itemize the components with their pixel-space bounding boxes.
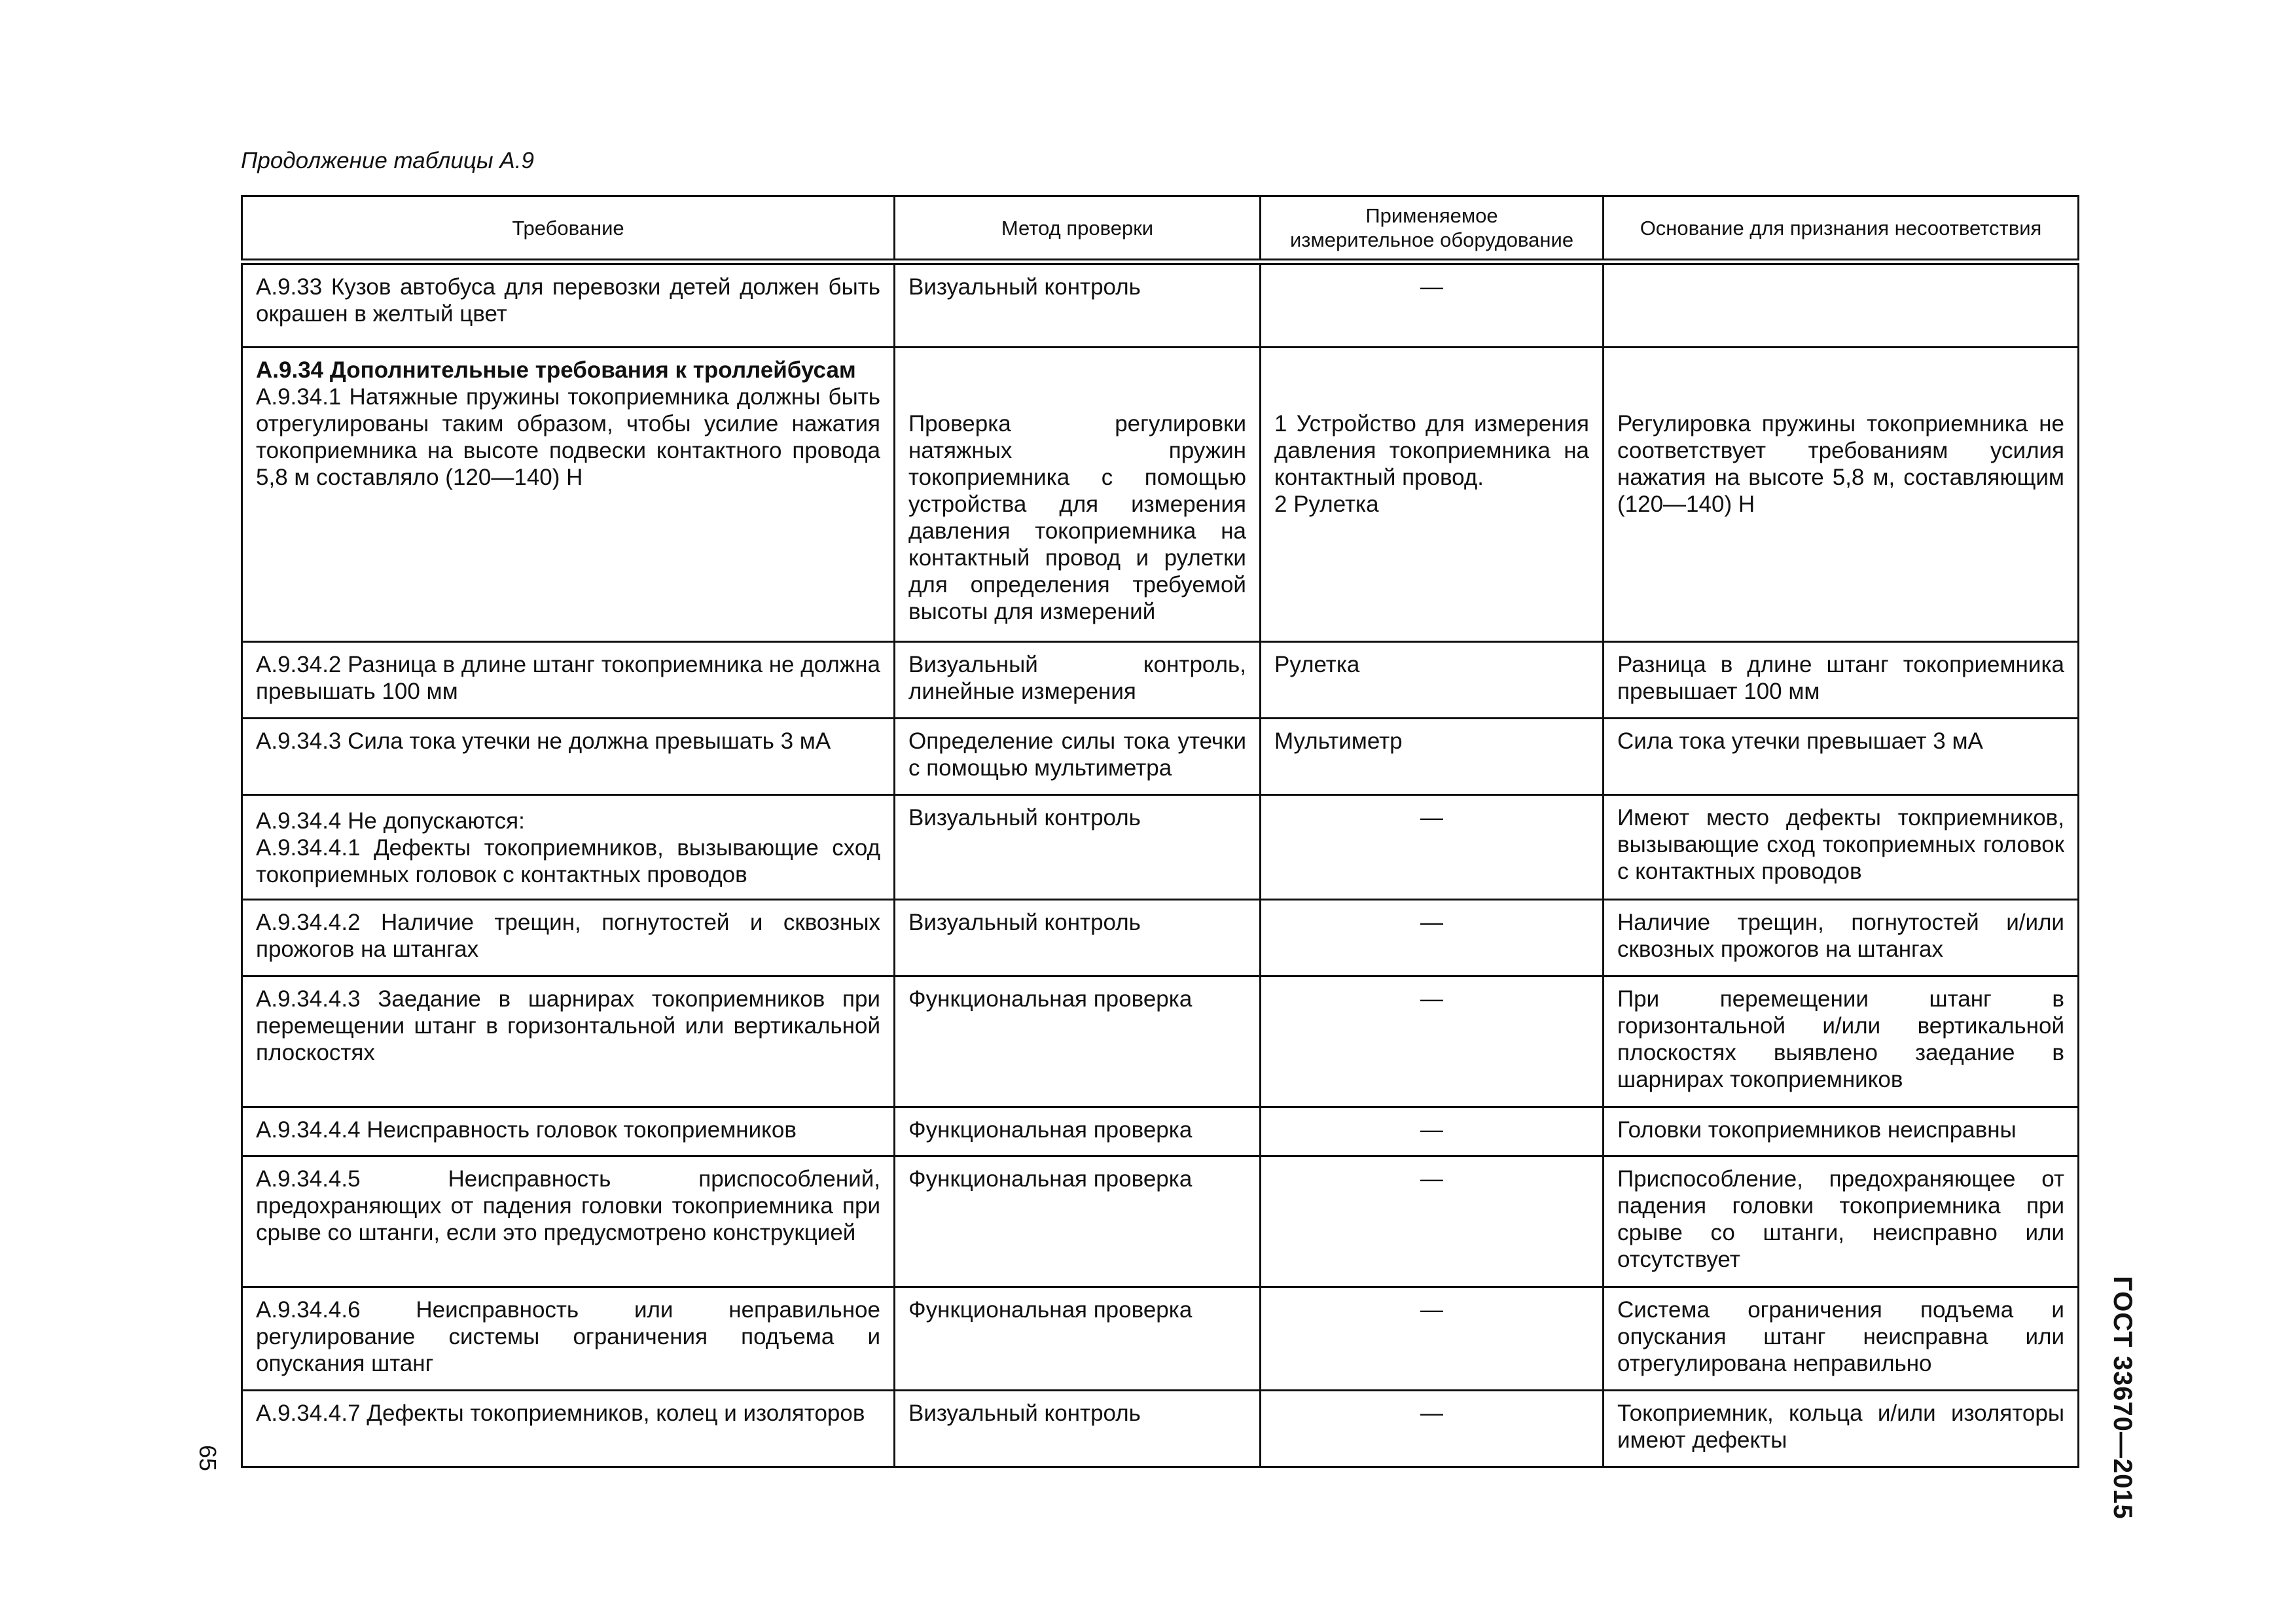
equipment-text: 1 Устройство для измерения давления токоприемника на контактный провод. xyxy=(1274,410,1589,490)
cell-requirement xyxy=(242,976,895,1107)
table-row xyxy=(242,1156,2079,1287)
requirement-text: А.9.34.4.5 Неисправность приспособлений, предохраняющих от падения головки токоприемника при срыве со штанги, если это предусмотрено конструкцией xyxy=(256,1166,880,1245)
cell-basis: Сила тока утечки превышает 3 мА xyxy=(1604,718,2079,794)
requirement-text: А.9.34.3 Сила тока утечки не должна превышать 3 мА xyxy=(256,728,831,754)
cell-equipment xyxy=(1261,794,1604,899)
cell-method: Визуальный контроль xyxy=(895,262,1261,347)
cell-basis: Разница в длине штанг токоприемника превышает 100 мм xyxy=(1604,641,2079,718)
cell-basis xyxy=(1604,262,2079,347)
header-equipment-line2: измерительное оборудование xyxy=(1289,228,1574,251)
requirement-text: А.9.34.4.2 Наличие трещин, погнутостей и сквозных прожогов на штангах xyxy=(256,909,880,962)
table-row xyxy=(242,718,2079,794)
cell-equipment xyxy=(1261,1107,1604,1156)
cell-method: Визуальный контроль xyxy=(895,899,1261,976)
cell-equipment xyxy=(1261,641,1604,718)
cell-equipment xyxy=(1261,1156,1604,1287)
requirement-text: А.9.34.4.1 Дефекты токоприемников, вызывающие сход токоприемных головок с контактных проводов xyxy=(256,834,880,887)
cell-equipment xyxy=(1261,1390,1604,1467)
table-header-row xyxy=(242,196,2079,262)
cell-equipment xyxy=(1261,262,1604,347)
header-equipment-line1: Применяемое xyxy=(1365,204,1498,227)
header-equipment xyxy=(1261,196,1604,262)
table-row xyxy=(242,1107,2079,1156)
cell-method: Функциональная проверка xyxy=(895,1156,1261,1287)
requirement-text: А.9.34.2 Разница в длине штанг токоприемника не должна превышать 100 мм xyxy=(256,651,880,704)
cell-method: Визуальный контроль xyxy=(895,1390,1261,1467)
equipment-text: — xyxy=(1420,274,1443,300)
page-number: 65 xyxy=(194,1445,221,1472)
equipment-text: 2 Рулетка xyxy=(1274,491,1379,517)
equipment-text: — xyxy=(1420,909,1443,935)
cell-requirement xyxy=(242,1287,895,1390)
cell-method: Функциональная проверка xyxy=(895,976,1261,1107)
table-row xyxy=(242,899,2079,976)
table-row xyxy=(242,976,2079,1107)
requirement-text: А.9.34.4.7 Дефекты токоприемников, колец и изоляторов xyxy=(256,1400,865,1426)
cell-requirement xyxy=(242,899,895,976)
table-row xyxy=(242,347,2079,641)
requirement-text: А.9.34.4.3 Заедание в шарнирах токоприемников при перемещении штанг в горизонтальной или вертикальной плоскостях xyxy=(256,986,880,1065)
section-heading: А.9.34 Дополнительные требования к троллейбусам xyxy=(256,357,856,383)
cell-requirement xyxy=(242,1390,895,1467)
equipment-text: — xyxy=(1420,1296,1443,1323)
header-basis: Основание для признания несоответствия xyxy=(1604,196,2079,262)
cell-basis: Приспособление, предохраняющее от падения головки токоприемника при срыве со штанги, неисправно или отсутствует xyxy=(1604,1156,2079,1287)
equipment-text: — xyxy=(1420,1400,1443,1426)
requirements-table xyxy=(241,195,2079,1468)
equipment-text: — xyxy=(1420,804,1443,830)
equipment-text: — xyxy=(1420,986,1443,1012)
cell-method: Визуальный контроль, линейные измерения xyxy=(895,641,1261,718)
equipment-text: Рулетка xyxy=(1274,651,1360,677)
cell-equipment xyxy=(1261,347,1604,641)
equipment-text: — xyxy=(1420,1166,1443,1192)
header-requirement: Требование xyxy=(242,196,895,262)
table-row xyxy=(242,262,2079,347)
header-method: Метод проверки xyxy=(895,196,1261,262)
cell-method: Функциональная проверка xyxy=(895,1287,1261,1390)
cell-method: Определение силы тока утечки с помощью мультиметра xyxy=(895,718,1261,794)
cell-basis: Наличие трещин, погнутостей и/или сквозных прожогов на штангах xyxy=(1604,899,2079,976)
requirement-text: А.9.33 Кузов автобуса для перевозки детей должен быть окрашен в желтый цвет xyxy=(256,274,880,327)
cell-requirement xyxy=(242,1156,895,1287)
cell-basis: Имеют место дефекты токприемников, вызывающие сход токоприемных головок с контактных проводов xyxy=(1604,794,2079,899)
cell-equipment xyxy=(1261,718,1604,794)
cell-equipment xyxy=(1261,899,1604,976)
cell-equipment xyxy=(1261,976,1604,1107)
cell-requirement xyxy=(242,347,895,641)
cell-basis: Система ограничения подъема и опускания штанг неисправна или отрегулирована неправильно xyxy=(1604,1287,2079,1390)
table-row xyxy=(242,641,2079,718)
cell-requirement xyxy=(242,794,895,899)
cell-method: Функциональная проверка xyxy=(895,1107,1261,1156)
cell-method: Визуальный контроль xyxy=(895,794,1261,899)
requirement-text: А.9.34.4.6 Неисправность или неправильное регулирование системы ограничения подъема и опускания штанг xyxy=(256,1296,880,1376)
cell-basis: При перемещении штанг в горизонтальной и/или вертикальной плоскостях выявлено заедание в шарнирах токоприемников xyxy=(1604,976,2079,1107)
cell-basis: Токоприемник, кольца и/или изоляторы имеют дефекты xyxy=(1604,1390,2079,1467)
cell-method: Проверка регулировки натяжных пружин токоприемника с помощью устройства для измерения давления токоприемника на контактный провод и рулетки для определения требуемой высоты для измерений xyxy=(895,347,1261,641)
cell-equipment xyxy=(1261,1287,1604,1390)
table-caption: Продолжение таблицы А.9 xyxy=(241,148,534,173)
document-standard-title: ГОСТ 33670—2015 xyxy=(2108,1276,2137,1520)
table-row xyxy=(242,794,2079,899)
equipment-text: — xyxy=(1420,1116,1443,1143)
cell-requirement xyxy=(242,718,895,794)
requirement-text: А.9.34.4.4 Неисправность головок токоприемников xyxy=(256,1116,797,1143)
cell-basis: Головки токоприемников неисправны xyxy=(1604,1107,2079,1156)
cell-requirement xyxy=(242,262,895,347)
requirement-text: А.9.34.4 Не допускаются: xyxy=(256,808,525,834)
cell-requirement xyxy=(242,1107,895,1156)
requirement-text: А.9.34.1 Натяжные пружины токоприемника должны быть отрегулированы таким образом, чтобы усилие нажатия токоприемника на высоте подвески контактного провода 5,8 м составляло (120—140) Н xyxy=(256,383,880,490)
cell-requirement xyxy=(242,641,895,718)
table-row xyxy=(242,1390,2079,1467)
table-row xyxy=(242,1287,2079,1390)
cell-basis: Регулировка пружины токоприемника не соответствует требованиям усилия нажатия на высоте 5,8 м, составляющим (120—140) Н xyxy=(1604,347,2079,641)
equipment-text: Мультиметр xyxy=(1274,728,1403,754)
